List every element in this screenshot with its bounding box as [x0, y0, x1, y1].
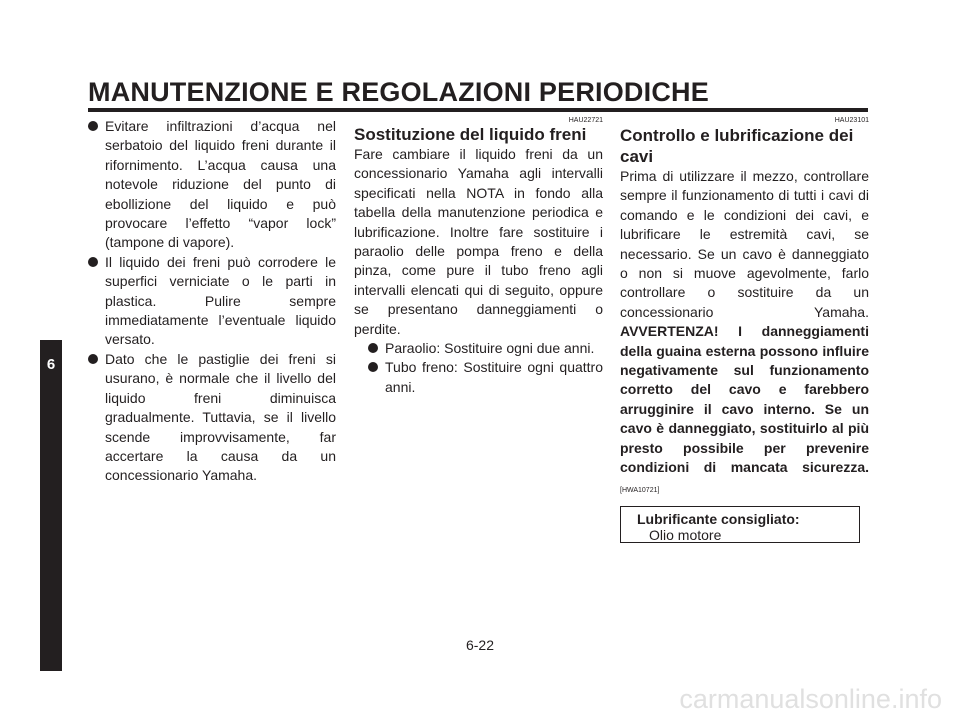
column-right — [620, 117, 869, 543]
watermark: carmanualsonline.info — [679, 684, 942, 714]
list-item: Il liquido dei freni può corrodere le superfici verniciate o le parti in plastica. Pulire sempre immediatamente l’eventuale liquido versato. — [88, 253, 336, 350]
section-title: Sostituzione del liquido freni — [354, 125, 587, 144]
lubricant-box — [620, 506, 860, 543]
page-title: MANUTENZIONE E REGOLAZIONI PERIODICHE — [88, 77, 709, 107]
section-body: Fare cambiare il liquido freni da un concessionario Yamaha agli intervalli specificati nella NOTA in fondo alla tabella della manutenzione periodica e lubrificazione. Inoltre fare sostituire i paraolio delle pompa freno e della pinza, come pure il tubo freno agli intervalli elencati qui di seguito, oppure se presentano danneggiamenti o perdite. — [354, 146, 603, 337]
lubricant-label: Lubrificante consigliato: — [637, 510, 800, 527]
warning-code: [HWA10721] — [620, 486, 660, 494]
body-text: Prima di utilizzare il mezzo, controllare sempre il funzionamento di tutti i cavi di comando e le condizioni dei cavi, e lubrificare le estremità cavi, se necessario. Se un cavo è danneggiato o non si muove agevolmente, farlo controllare o sostituire da un concessionario Yamaha. — [620, 168, 869, 320]
section-title: Controllo e lubrificazione dei cavi — [620, 126, 854, 166]
list-item: Evitare infiltrazioni d’acqua nel serbatoio del liquido freni durante il rifornimento. L’acqua causa una notevole riduzione del punto di ebollizione del liquido e può provocare l’effetto “vapor lock” (tampone di vapore). — [88, 117, 336, 253]
lubricant-value: Olio motore — [649, 526, 722, 543]
section-code: HAU22721 — [568, 117, 603, 124]
brake-fluid-notes — [88, 117, 336, 486]
page-number: 6-22 — [465, 637, 495, 653]
chapter-tab — [40, 340, 62, 671]
chapter-number: 6 — [46, 356, 56, 373]
list-item: Dato che le pastiglie dei freni si usurano, è normale che il livello del liquido freni diminuisca gradualmente. Tuttavia, se il livello scende improvvisamente, far accertare la causa da un concessionario Yamaha. — [88, 350, 336, 486]
column-middle — [354, 117, 603, 397]
title-rule — [88, 108, 868, 112]
warning-text: AVVERTENZA! I danneggiamenti della guaina esterna possono influire negativamente sul funzionamento corretto del cavo e farebbero arrugginire il cavo interno. Se un cavo è danneggiato, sostituirlo al più presto possibile per prevenire condizioni di mancata sicurezza. — [620, 323, 869, 476]
replacement-intervals — [368, 339, 603, 397]
list-item: Paraolio: Sostituire ogni due anni. — [368, 339, 603, 358]
list-item: Tubo freno: Sostituire ogni quattro anni. — [368, 358, 603, 397]
section-body — [620, 167, 869, 500]
column-left — [88, 117, 336, 486]
section-code: HAU23101 — [834, 117, 869, 124]
